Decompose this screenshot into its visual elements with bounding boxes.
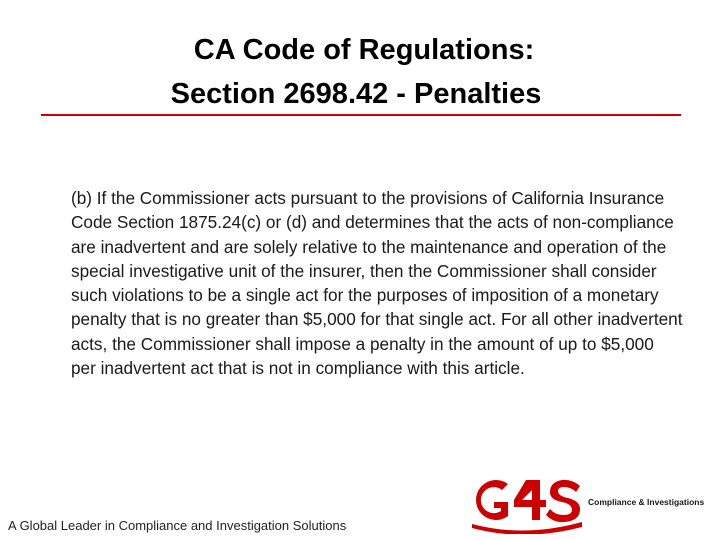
- title-line-1: CA Code of Regulations:: [193, 34, 535, 66]
- slide-title: [0, 28, 720, 116]
- title-line-2: Section 2698.42 - Penalties: [170, 78, 542, 110]
- regulation-text: (b) If the Commissioner acts pursuant to the provisions of California Insurance Code Section 1875.24(c) or (d) and determines that the acts of non-compliance are inadvertent and are solely relative to the maintenance and operation of the special investigative unit of the insurer, then the Commissioner shall consider such violations to be a single act for the purposes of imposition of a monetary penalty that is no greater than $5,000 for that single act. For all other inadvertent acts, the Commissioner shall impose a penalty in the amount of up to $5,000 per inadvertent act that is not in compliance with this article.: [71, 188, 683, 379]
- logo-subtitle: Compliance & Investigations: [588, 497, 705, 507]
- g4s-logo-mark: [464, 472, 588, 534]
- title-divider: [41, 114, 681, 116]
- footer-tagline: A Global Leader in Compliance and Investigation Solutions: [8, 518, 347, 533]
- g4s-logo: [464, 472, 714, 534]
